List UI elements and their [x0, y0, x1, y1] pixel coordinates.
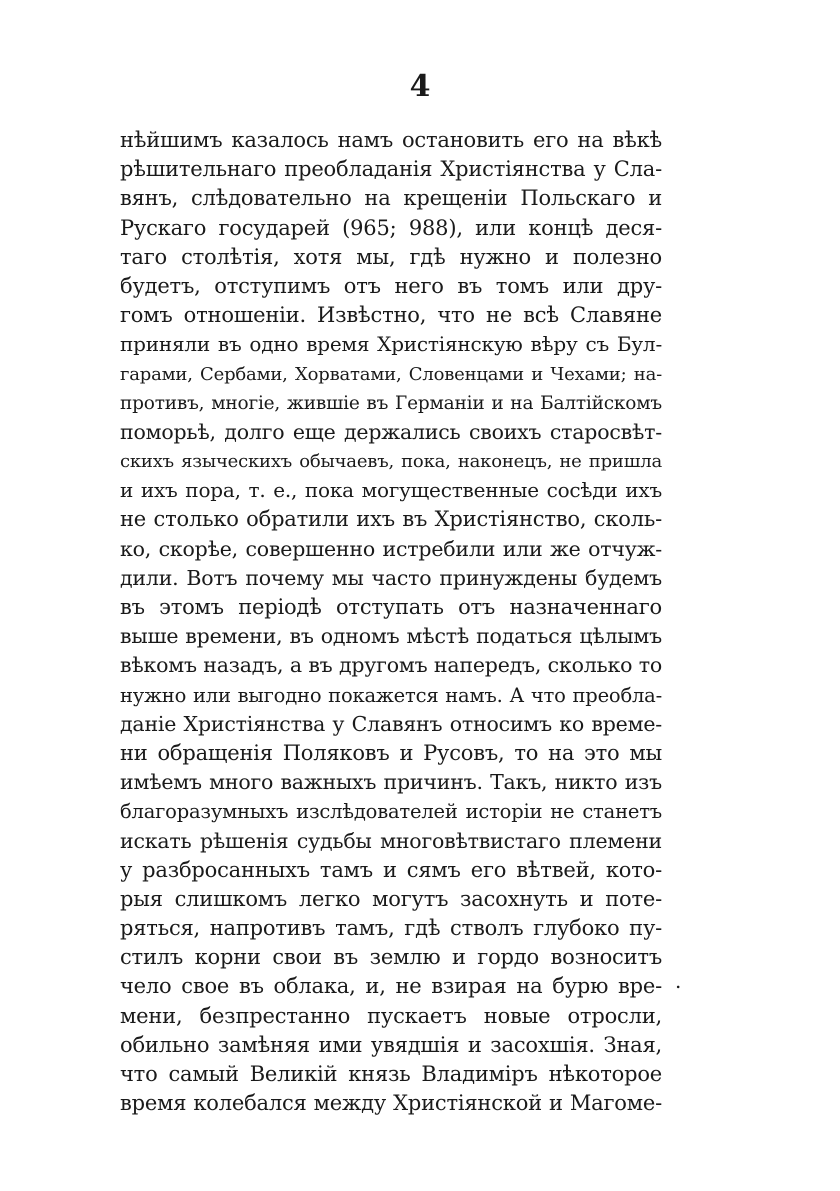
text-line: не столько обратили ихъ въ Христіянство, сколь-: [120, 507, 662, 532]
text-line: Рускаго государей (965; 988), или концѣ деся-: [120, 215, 662, 240]
text-line: что самый Великій князь Владиміръ нѣкоторое: [120, 1062, 662, 1086]
text-line: вянъ, слѣдовательно на крещеніи Польскаго и: [120, 186, 662, 211]
text-line: ко, скорѣе, совершенно истребили или же отчуж-: [120, 536, 662, 561]
text-line: рыя слишкомъ легко могутъ засохнуть и потe-: [120, 886, 662, 911]
text-line: ни обращенія Поляковъ и Русовъ, то на это мы: [120, 740, 662, 765]
text-line: рѣшительнаго преобладанія Христіянства у Сла-: [120, 157, 662, 182]
text-line: противъ, многіе, жившіе въ Германіи и на Балтійскомъ: [120, 392, 662, 414]
page-number: 4: [409, 69, 431, 104]
text-line: поморьѣ, долго еще держались своихъ старосвѣт-: [120, 419, 662, 444]
text-line: будетъ, отступимъ отъ него въ томъ или дру-: [120, 273, 662, 298]
text-line: ряться, напротивъ тамъ, гдѣ стволъ глубоко пу-: [120, 916, 662, 941]
text-line: скихъ языческихъ обычаевъ, пока, наконецъ, не пришла: [120, 451, 662, 473]
text-line: мени, безпрестанно пускаетъ новые отросли,: [120, 1003, 662, 1028]
text-line: время колебался между Христіянской и Магоме-: [120, 1091, 662, 1116]
text-line: стилъ корни свои въ землю и гордо возноситъ: [120, 945, 662, 970]
body-text: [120, 126, 662, 1118]
text-line: обильно замѣняя ими увядшія и засохшія. Зная,: [120, 1032, 662, 1057]
text-line: дили. Вотъ почему мы часто принуждены будемъ: [120, 565, 662, 590]
text-line: благоразумныхъ изслѣдователей исторіи не станетъ: [120, 800, 662, 824]
text-line: гомъ отношеніи. Извѣстно, что не всѣ Славяне: [120, 303, 662, 328]
text-line: чело свое въ облака, и, не взирая на бурю вре-: [120, 974, 662, 999]
stray-mark: .: [675, 969, 682, 993]
text-line: и ихъ пора, т. е., пока могущественные сосѣди ихъ: [120, 478, 662, 503]
text-line: таго столѣтія, хотя мы, гдѣ нужно и полезно: [120, 244, 662, 269]
text-line: приняли въ одно время Христіянскую вѣру съ Бул-: [120, 332, 662, 357]
text-line: имѣемъ много важныхъ причинъ. Такъ, никто изъ: [120, 770, 662, 795]
text-line: искать рѣшенія судьбы многовѣтвистаго племени: [120, 828, 662, 853]
text-line: выше времени, въ одномъ мѣстѣ податься цѣлымъ: [120, 624, 662, 649]
text-line: въ этомъ періодѣ отступать отъ назначеннаго: [120, 595, 662, 619]
text-line: даніе Христіянства у Славянъ относимъ ко време-: [120, 711, 662, 736]
text-line: гарами, Сербами, Хорватами, Словенцами и Чехами; на-: [120, 363, 662, 385]
text-line: вѣкомъ назадъ, а въ другомъ напередъ, сколько то: [120, 653, 662, 678]
text-line: у разбросанныхъ тамъ и сямъ его вѣтвей, кото-: [120, 857, 662, 882]
text-line: нужно или выгодно покажется намъ. А что преобла-: [120, 683, 662, 707]
text-line: нѣйшимъ казалось намъ остановить его на вѣкѣ: [120, 128, 662, 152]
